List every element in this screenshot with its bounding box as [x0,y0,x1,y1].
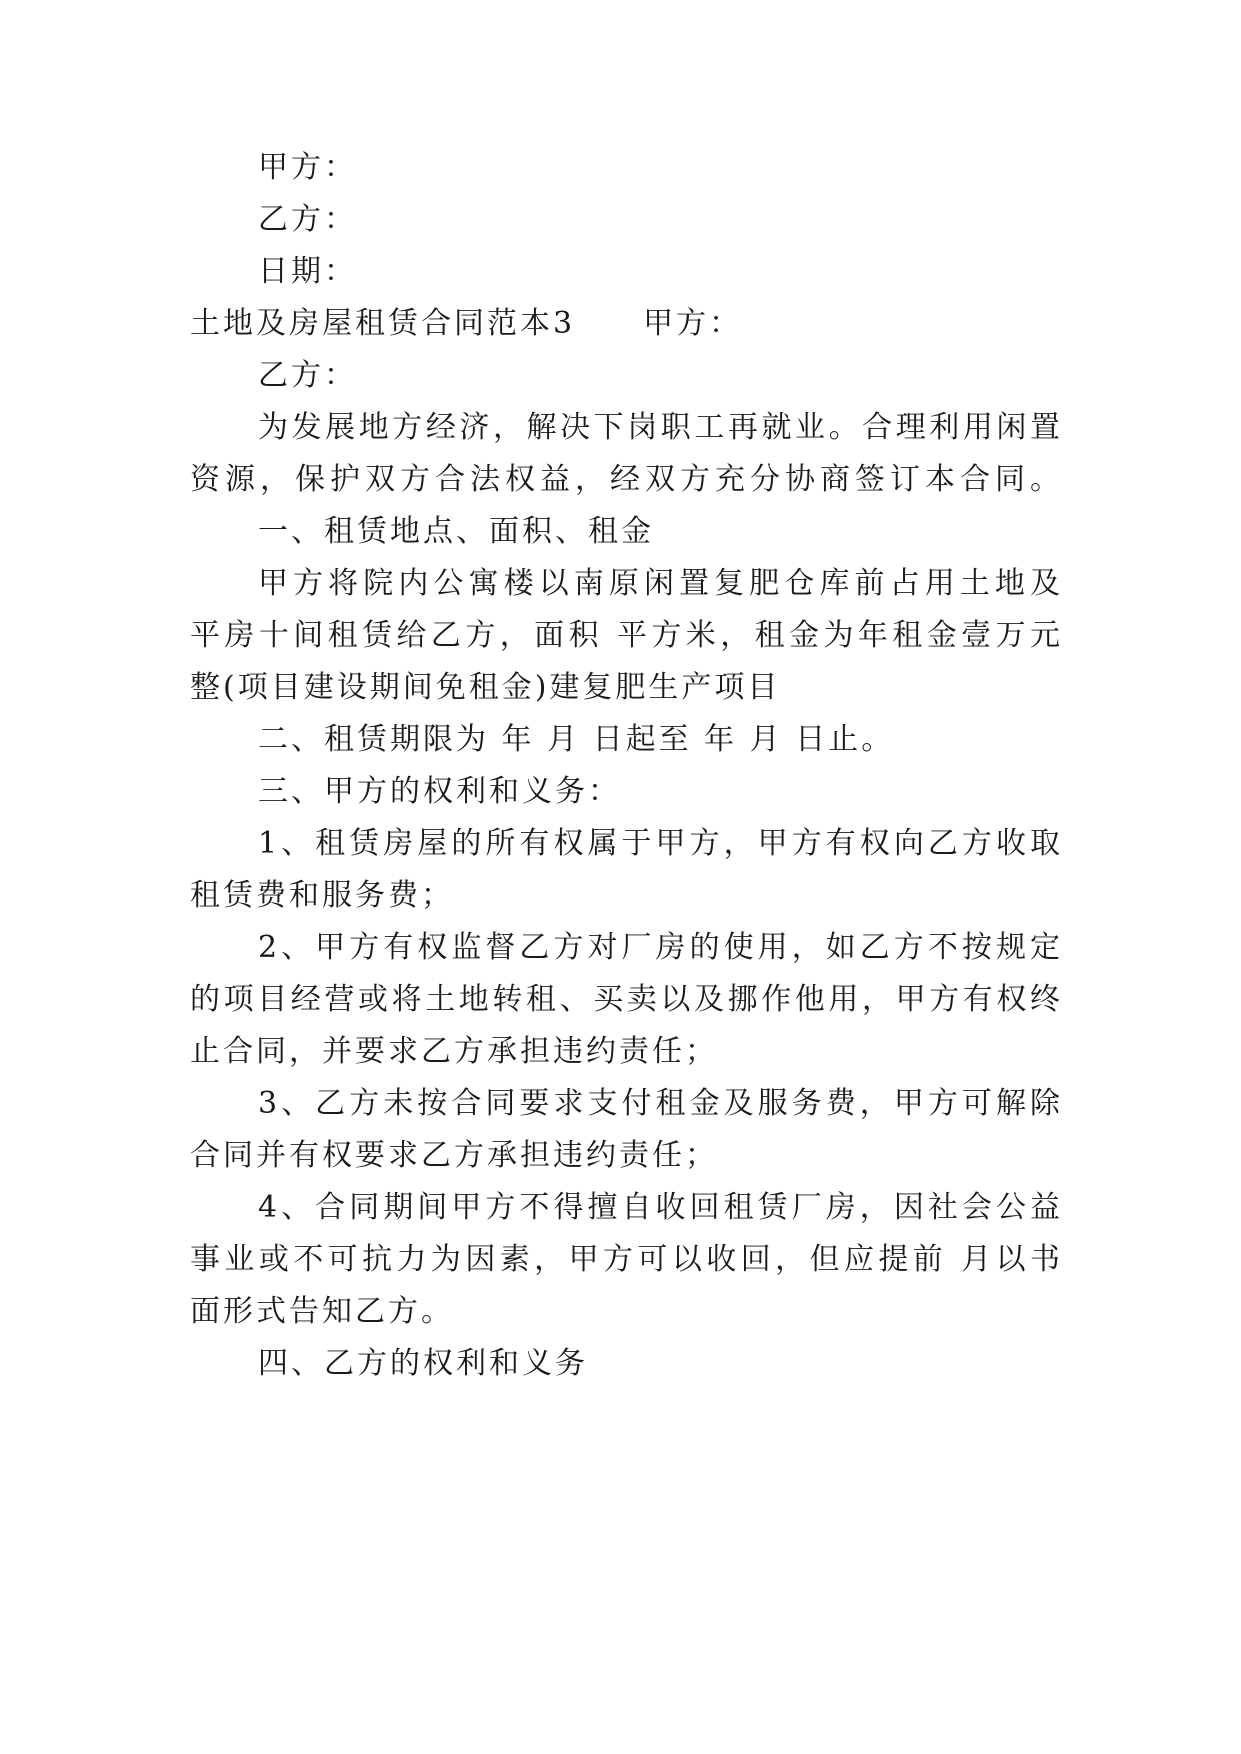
item-1-line-2: 租赁费和服务费； [190,878,454,913]
item-3-line-2: 合同并有权要求乙方承担违约责任； [190,1138,718,1173]
section-heading-2: 二、租赁期限为 年 月 日起至 年 月 日止。 [258,722,895,757]
party-b-label: 乙方： [258,202,357,237]
section-heading-1: 一、租赁地点、面积、租金 [258,514,654,549]
item-2-line-2: 的项目经营或将土地转租、买卖以及挪作他用，甲方有权终 [190,982,1060,1017]
party-a-label-2: 甲方： [643,306,743,341]
section-heading-4: 四、乙方的权利和义务 [258,1346,588,1381]
item-2-line-3: 止合同，并要求乙方承担违约责任； [190,1034,718,1069]
item-2-line-1: 2、甲方有权监督乙方对厂房的使用，如乙方不按规定 [258,930,1060,965]
item-4-line-1: 4、合同期间甲方不得擅自收回租赁厂房，因社会公益 [258,1190,1060,1225]
item-3-line-1: 3、乙方未按合同要求支付租金及服务费，甲方可解除 [258,1086,1060,1121]
preamble-line-1: 为发展地方经济，解决下岗职工再就业。合理利用闲置 [258,410,1060,445]
contract-title-line [190,304,1060,344]
party-a-label: 甲方： [258,150,357,185]
clause-1-line-1: 甲方将院内公寓楼以南原闲置复肥仓库前占用土地及 [258,566,1060,601]
clause-1-line-3: 整(项目建设期间免租金)建复肥生产项目 [190,670,781,705]
contract-title: 土地及房屋租赁合同范本3 [190,306,576,341]
date-label: 日期： [258,254,357,289]
clause-1-line-2: 平房十间租赁给乙方，面积 平方米，租金为年租金壹万元 [190,618,1060,653]
item-1-line-1: 1、租赁房屋的所有权属于甲方，甲方有权向乙方收取 [258,826,1060,861]
section-heading-3: 三、甲方的权利和义务： [258,774,621,809]
party-b-label-2: 乙方： [258,358,357,393]
item-4-line-2: 事业或不可抗力为因素，甲方可以收回，但应提前 月以书 [190,1242,1060,1277]
item-4-line-3: 面形式告知乙方。 [190,1294,454,1329]
preamble-line-2: 资源，保护双方合法权益，经双方充分协商签订本合同。 [190,462,1060,497]
